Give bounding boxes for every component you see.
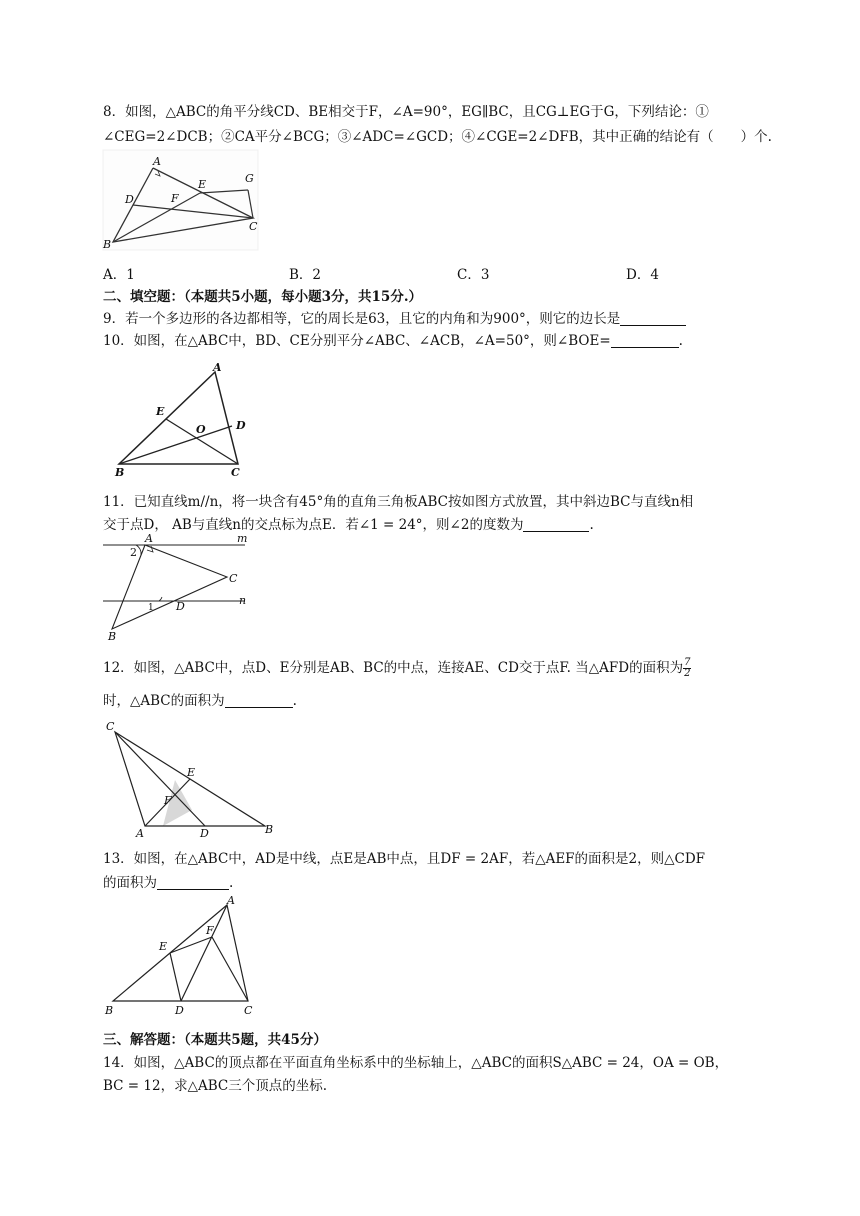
q10-label-o: O <box>196 423 206 436</box>
q10-label-e: E <box>156 405 165 418</box>
q12-line2-wrap <box>103 692 297 710</box>
q10-end: . <box>678 333 683 349</box>
q10-line <box>103 332 683 350</box>
q11-label-m: m <box>237 532 248 545</box>
q13-end: . <box>229 875 234 891</box>
q11-label-1: 1 <box>148 603 154 613</box>
q13-label-a: A <box>227 894 235 907</box>
q12-label-c: C <box>106 720 115 733</box>
q12-label-e: E <box>187 766 196 779</box>
q13-line2: 的面积为 <box>103 875 157 891</box>
section2-heading: 二、填空题：（本题共5小题，每小题3分，共15分.） <box>103 289 423 305</box>
q11-label-a: A <box>145 532 153 545</box>
q12-end: . <box>292 693 297 709</box>
q11-figure <box>103 533 253 641</box>
q12-frac-num: 7 <box>684 657 691 668</box>
q14-line1: 14．如图，△ABC的顶点都在平面直角坐标系中的坐标轴上，△ABC的面积S△ABC = 24，OA = OB， <box>103 1055 729 1071</box>
q9-text: 9．若一个多边形的各边都相等，它的周长是63，且它的内角和为900°，则它的边长是 <box>103 311 621 327</box>
q10-label-a: A <box>213 361 222 374</box>
q11-label-2: 2 <box>130 546 137 559</box>
q11-label-n: n <box>239 594 247 607</box>
q8-label-e: E <box>198 178 207 191</box>
q11-line2: 交于点D， AB与直线n的交点标为点E．若∠1 = 24°，则∠2的度数为 <box>103 517 524 533</box>
q10-label-d: D <box>236 419 246 432</box>
q11-end: . <box>589 517 594 533</box>
q8-option-c: C．3 <box>457 267 490 283</box>
q10-text: 10．如图，在△ABC中，BD、CE分别平分∠ABC、∠ACB，∠A=50°，则∠BOE= <box>103 333 611 349</box>
q11-label-c: C <box>229 572 238 585</box>
q10-figure <box>112 362 262 477</box>
q12-line1-wrap <box>103 658 691 679</box>
q9-answer-blank <box>620 311 686 326</box>
q8-option-a: A．1 <box>103 267 135 283</box>
q13-label-d: D <box>175 1004 184 1017</box>
q13-label-b: B <box>105 1004 114 1017</box>
q8-label-f: F <box>171 192 179 205</box>
q11-label-d: D <box>176 600 185 613</box>
q8-label-d: D <box>125 193 134 206</box>
q8-option-d: D．4 <box>626 267 659 283</box>
q12-label-a: A <box>136 827 144 840</box>
q12-line1: 12．如图，△ABC中，点D、E分别是AB、BC的中点，连接AE、CD交于点F. 当△AFD的面积为 <box>103 660 684 676</box>
q8-label-b: B <box>103 238 112 251</box>
q13-label-f: F <box>206 924 214 937</box>
q12-label-d: D <box>200 827 209 840</box>
q12-label-b: B <box>265 823 274 836</box>
q13-figure <box>103 893 268 1018</box>
q11-answer-blank <box>523 517 589 532</box>
q10-label-b: B <box>115 466 125 479</box>
q12-figure <box>103 718 278 838</box>
q11-line2-wrap <box>103 516 594 534</box>
q13-label-c: C <box>244 1004 253 1017</box>
section3-heading: 三、解答题：（本题共5题，共45分） <box>103 1032 327 1048</box>
q12-line2: 时，△ABC的面积为 <box>103 693 225 709</box>
q13-label-e: E <box>159 940 168 953</box>
q8-label-c: C <box>249 220 258 233</box>
q8-label-a: A <box>153 155 161 168</box>
q13-line2-wrap <box>103 874 233 892</box>
q8-label-g: G <box>245 172 254 185</box>
q14-line2: BC = 12，求△ABC三个顶点的坐标. <box>103 1078 327 1094</box>
q8-figure <box>103 150 263 250</box>
q12-frac-den: 2 <box>684 668 691 679</box>
q8-option-b: B．2 <box>289 267 322 283</box>
q10-label-c: C <box>231 466 240 479</box>
q13-answer-blank <box>157 875 229 890</box>
q11-label-b: B <box>108 630 117 643</box>
q8-line1: 8．如图，△ABC的角平分线CD、BE相交于F，∠A=90°，EG∥BC，且CG⊥EG于G，下列结论：① <box>103 104 709 120</box>
q12-label-f: F <box>164 794 172 807</box>
q13-line1: 13．如图，在△ABC中，AD是中线，点E是AB中点，且DF = 2AF，若△AEF的面积是2，则△CDF <box>103 851 706 867</box>
q10-answer-blank <box>611 333 679 348</box>
q12-answer-blank <box>225 693 293 708</box>
q11-line1: 11．已知直线m//n，将一块含有45°角的直角三角板ABC按如图方式放置，其中斜边BC与直线n相 <box>103 494 694 510</box>
q12-fraction <box>683 658 691 679</box>
q9-line <box>103 310 686 328</box>
q8-line2: ∠CEG=2∠DCB；②CA平分∠BCG；③∠ADC=∠GCD；④∠CGE=2∠DFB，其中正确的结论有（ ）个. <box>103 129 772 145</box>
